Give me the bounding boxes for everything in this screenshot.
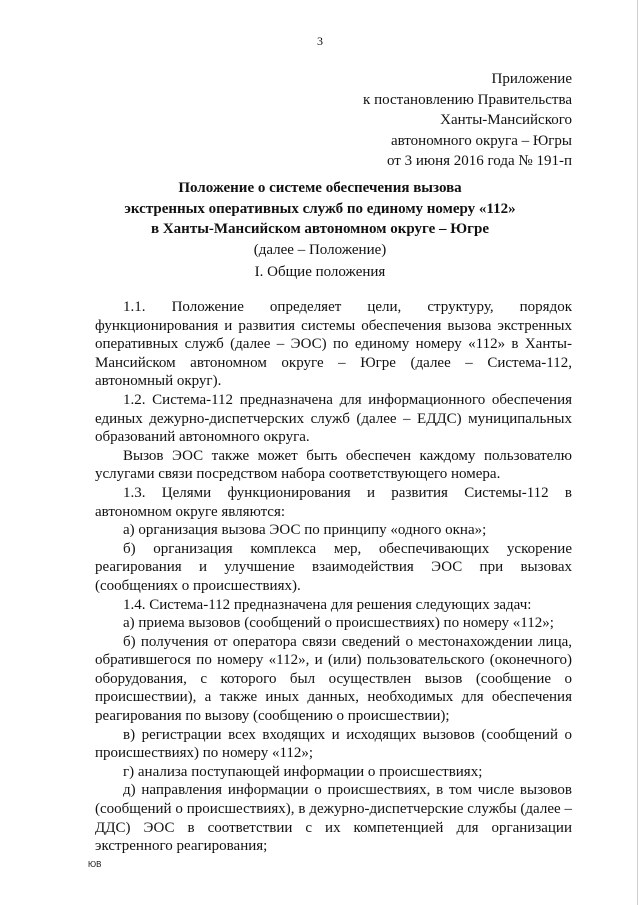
appendix-block — [363, 69, 572, 172]
paragraph: 1.3. Целями функционирования и развития Системы-112 в автономном округе являются: — [95, 484, 572, 520]
page-number: 3 — [317, 34, 323, 48]
paragraph: 1.4. Система-112 предназначена для решения следующих задач: — [123, 596, 532, 613]
appendix-line: Ханты-Мансийского — [440, 112, 572, 128]
appendix-line: Приложение — [491, 71, 572, 87]
paragraph: б) получения от оператора связи сведений о местонахождении лица, обратившегося по номеру «112», и (или) пользовательского (оконечного) оборудования, с которого был осуществлен вызов (сообщение о происшествии), а также иных данных, необходимых для обеспечения реагирования по вызову (сообщению о происшествии); — [95, 633, 572, 725]
title-line: в Ханты-Мансийском автономном округе – Югре — [151, 221, 489, 237]
appendix-line: автономного округа – Югры — [390, 132, 572, 149]
paragraph: г) анализа поступающей информации о происшествиях; — [123, 763, 483, 780]
paragraph: 1.2. Система-112 предназначена для информационного обеспечения единых дежурно-диспетчерских служб (далее – ЕДДС) муниципальных образований автономного округа. — [95, 391, 572, 446]
paragraph: а) приема вызовов (сообщений о происшествиях) по номеру «112»; — [123, 615, 554, 632]
title-note: (далее – Положение) — [253, 241, 387, 258]
paragraph: а) организация вызова ЭОС по принципу «одного окна»; — [123, 522, 487, 539]
title-line: Положение о системе обеспечения вызова — [178, 180, 462, 196]
paragraph: д) направления информации о происшествиях, в том числе вызовов (сообщений о происшествиях), в дежурно-диспетчерские службы (далее – ДДС) ЭОС в соответствии с их компетенцией для организации экстренного реагирования; — [95, 782, 572, 855]
document-body — [95, 298, 572, 856]
section-heading: I. Общие положения — [254, 264, 386, 280]
paragraph: б) организация комплекса мер, обеспечивающих ускорение реагирования и улучшение взаимодействия ЭОС при вызовах (сообщениях о происшествиях). — [95, 540, 572, 594]
paragraph: в) регистрации всех входящих и исходящих вызовов (сообщений о происшествиях) по номеру «112»; — [95, 726, 572, 762]
appendix-line: от 3 июня 2016 года № 191-п — [387, 153, 572, 169]
document-title — [0, 178, 640, 260]
paragraph: 1.1. Положение определяет цели, структуру, порядок функционирования и развития системы обеспечения вызова экстренных оперативных служб (далее – ЭОС) по единому номеру «112» в Ханты-Мансийском автономном округе – Югре (далее – Система-112, автономный округ). — [95, 299, 572, 390]
appendix-line: к постановлению Правительства — [363, 91, 572, 108]
title-line: экстренных оперативных служб по единому номеру «112» — [124, 200, 516, 217]
footer-mark: ЮВ — [88, 860, 102, 869]
scan-edge-line — [637, 0, 638, 905]
paragraph: Вызов ЭОС также может быть обеспечен каждому пользователю услугами связи посредством набора соответствующего номера. — [95, 447, 572, 483]
